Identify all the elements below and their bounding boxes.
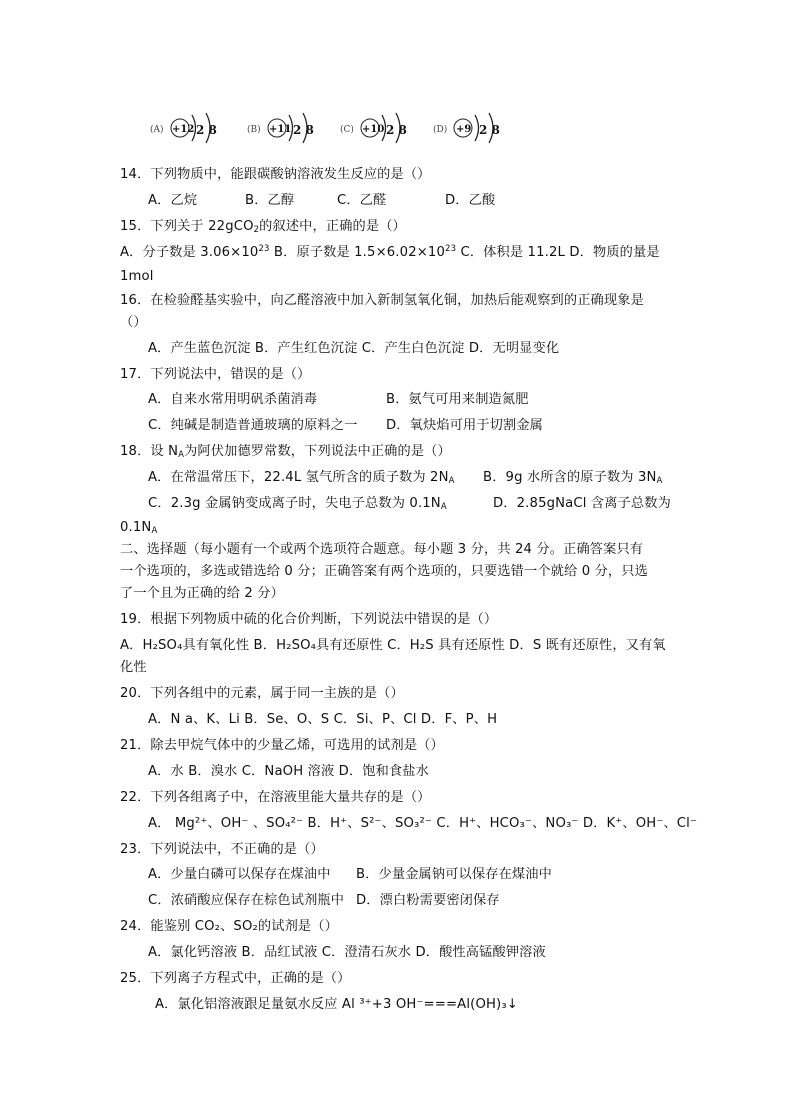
q19-stem: 19．根据下列物质中硫的化合价判断，下列说法中错误的是（）	[120, 612, 498, 627]
q15-option-a-exp: 23	[258, 244, 270, 254]
atom-a-graphic	[150, 112, 220, 146]
q23-option-a: A．少量白磷可以保存在煤油中	[148, 867, 331, 882]
q14-option-c: C．乙醛	[337, 193, 387, 208]
section2-header-line3: 了一个且为正确的给 2 分）	[120, 586, 284, 601]
atom-d-nucleus: +9	[456, 124, 472, 135]
q14-options	[148, 192, 495, 209]
q17-option-a: A．自来水常用明矾杀菌消毒	[148, 392, 318, 407]
q23-option-d: D．漂白粉需要密闭保存	[356, 893, 500, 908]
q18-option-c	[148, 495, 493, 512]
q24-options: A．氯化钙溶液 B．品红试液 C．澄清石灰水 D．酸性高锰酸钾溶液	[148, 945, 546, 960]
q18-option-a	[148, 469, 483, 486]
atom-diagram-d	[433, 112, 553, 146]
q15-stem	[120, 218, 406, 235]
q18-options-row2	[148, 495, 671, 512]
atom-c-electrons: 2 8	[386, 123, 407, 137]
q15-option-b: B．原子数是 1.5×6.02×10	[269, 245, 446, 260]
atom-a-nucleus: +12	[172, 124, 195, 135]
q18-option-b-text: B．9g 水所含的原子数为 3N	[483, 470, 657, 485]
q18-option-d-cont-sub: A	[151, 526, 158, 536]
q17-options-row2	[148, 417, 543, 434]
q18-option-b	[483, 469, 663, 486]
q15-option-a: A．分子数是 3.06×10	[120, 245, 259, 260]
atom-c-nucleus: +10	[362, 124, 385, 135]
q18-option-d: D．2.85gNaCl 含离子总数为	[493, 496, 671, 511]
atom-d-electrons: 2 8	[479, 123, 500, 137]
q17-option-c: C．纯碱是制造普通玻璃的原料之一	[148, 418, 358, 433]
q15-stem-post: 的叙述中，正确的是（）	[259, 219, 406, 234]
q17-option-b: B．氨气可用来制造氮肥	[386, 392, 529, 407]
atom-b-label: (B)	[247, 125, 261, 135]
atom-b-electrons: 2 8	[293, 123, 314, 137]
q15-option-cd: C．体积是 11.2L D．物质的量是	[456, 245, 660, 260]
atom-c-label: (C)	[340, 125, 354, 135]
q14-stem: 14．下列物质中，能跟碳酸钠溶液发生反应的是（）	[120, 167, 431, 182]
q15-stem-sub: 2	[253, 225, 260, 235]
atom-b-graphic	[247, 112, 317, 146]
q15-options-line2: 1mol	[120, 269, 154, 284]
q23-options-row2	[148, 892, 500, 909]
q18-option-b-sub: A	[656, 476, 663, 486]
q22-stem: 22．下列各组离子中，在溶液里能大量共存的是（）	[120, 790, 431, 805]
q18-option-a-text: A．在常温常压下，22.4L 氢气所含的质子数为 2N	[148, 470, 449, 485]
q15-stem-pre: 15．下列关于 22gCO	[120, 219, 254, 234]
atom-d-graphic	[433, 112, 503, 146]
atom-a-electrons: 2 8	[196, 123, 217, 137]
q17-option-d: D．氧炔焰可用于切割金属	[386, 418, 544, 433]
atom-c-graphic	[340, 112, 410, 146]
q17-stem: 17．下列说法中，错误的是（）	[120, 367, 311, 382]
q20-options: A．N a、K、Li B．Se、O、S C．Si、P、Cl D．F、P、H	[148, 712, 498, 727]
q16-stem-paren: （）	[120, 315, 147, 330]
section2-header-line1: 二、选择题（每小题有一个或两个选项符合题意。每小题 3 分，共 24 分。正确答案只有	[120, 542, 644, 557]
q20-stem: 20．下列各组中的元素，属于同一主族的是（）	[120, 686, 404, 701]
q14-option-a: A．乙烷	[148, 193, 198, 208]
q23-option-c: C．浓硝酸应保存在棕色试剂瓶中	[148, 893, 345, 908]
q18-option-d-cont	[120, 519, 157, 536]
q18-stem-post: 为阿伏加德罗常数，下列说法中正确的是（）	[184, 444, 451, 459]
q18-stem-sub: A	[178, 450, 185, 460]
section2-header-line2: 一个选项的，多选或错选给 0 分；正确答案有两个选项的，只要选错一个就给 0 分，只选	[120, 564, 648, 579]
q19-options-line2: 化性	[120, 660, 147, 675]
q23-options-row1	[148, 866, 552, 883]
q18-options-row1	[148, 469, 663, 486]
q25-stem: 25．下列离子方程式中，正确的是（）	[120, 971, 351, 986]
q24-stem: 24．能鉴别 CO₂、SO₂的试剂是（）	[120, 919, 338, 934]
q17-options-row1	[148, 391, 529, 408]
q16-stem: 16．在检验醛基实验中，向乙醛溶液中加入新制氢氧化铜，加热后能观察到的正确现象是	[120, 293, 644, 308]
atom-b-nucleus: +11	[269, 124, 292, 135]
q15-option-b-exp: 23	[445, 244, 457, 254]
q21-stem: 21．除去甲烷气体中的少量乙烯，可选用的试剂是（）	[120, 738, 444, 753]
q23-option-b: B．少量金属钠可以保存在煤油中	[356, 867, 552, 882]
q21-options: A．水 B．溴水 C．NaOH 溶液 D．饱和食盐水	[148, 764, 429, 779]
atom-d-label: (D)	[433, 125, 448, 135]
q18-option-d-cont-text: 0.1N	[120, 520, 152, 535]
q16-options: A．产生蓝色沉淀 B．产生红色沉淀 C．产生白色沉淀 D．无明显变化	[148, 341, 560, 356]
q18-option-c-sub: A	[440, 502, 447, 512]
q23-stem: 23．下列说法中，不正确的是（）	[120, 842, 324, 857]
q18-stem	[120, 443, 451, 460]
q18-option-a-sub: A	[448, 476, 455, 486]
atom-a-label: (A)	[150, 125, 164, 135]
q14-option-b: B．乙醇	[245, 193, 295, 208]
q22-options: A． Mg²⁺、OH⁻ 、SO₄²⁻ B．H⁺、S²⁻、SO₃²⁻ C．H⁺、HCO₃⁻、NO₃⁻ D．K⁺、OH⁻、Cl⁻	[148, 816, 698, 831]
q19-options-line1: A．H₂SO₄具有氧化性 B．H₂SO₄具有还原性 C．H₂S 具有还原性 D．S 既有还原性，又有氧	[120, 638, 666, 653]
q18-stem-pre: 18．设 N	[120, 444, 179, 459]
q18-option-c-text: C．2.3g 金属钠变成离子时，失电子总数为 0.1N	[148, 496, 441, 511]
q14-option-d: D．乙酸	[445, 193, 496, 208]
q25-option-a: A．氯化铝溶液跟足量氨水反应 Al ³⁺+3 OH⁻===Al(OH)₃↓	[155, 997, 518, 1012]
q15-options-line1	[120, 244, 660, 261]
